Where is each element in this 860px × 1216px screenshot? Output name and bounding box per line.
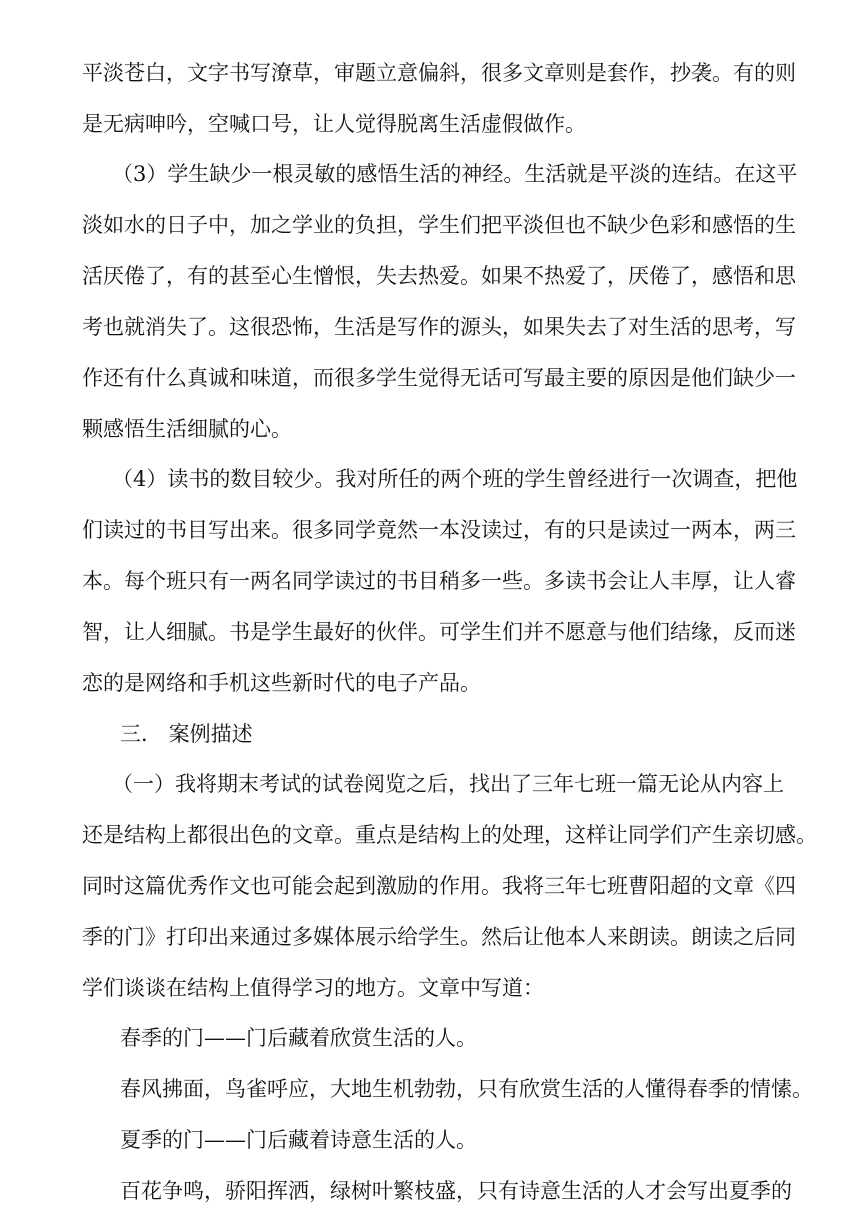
section-heading: 三． 案例描述 [120, 722, 253, 746]
text-line: 活厌倦了，有的甚至心生憎恨，失去热爱。如果不热爱了，厌倦了，感悟和思 [82, 264, 796, 288]
text-line: 春季的门——门后藏着欣赏生活的人。 [120, 1026, 477, 1050]
text-line: （一）我将期末考试的试卷阅览之后，找出了三年七班一篇无论从内容上 [112, 772, 784, 796]
text-line: 同时这篇优秀作文也可能会起到激励的作用。我将三年七班曹阳超的文章《四 [82, 874, 796, 898]
text-line: 智，让人细腻。书是学生最好的伙伴。可学生们并不愿意与他们结缘，反而迷 [82, 620, 796, 644]
text-line: （3）学生缺少一根灵敏的感悟生活的神经。生活就是平淡的连结。在这平 [112, 162, 798, 186]
text-line: 作还有什么真诚和味道，而很多学生觉得无话可写最主要的原因是他们缺少一 [82, 366, 796, 390]
text-line: 是无病呻吟，空喊口号，让人觉得脱离生活虚假做作。 [82, 112, 586, 136]
text-line: 夏季的门——门后藏着诗意生活的人。 [120, 1128, 477, 1152]
text-line: 本。每个班只有一两名同学读过的书目稍多一些。多读书会让人丰厚，让人睿 [82, 569, 796, 593]
text-line: 学们谈谈在结构上值得学习的地方。文章中写道： [82, 976, 544, 1000]
text-line: 春风拂面，鸟雀呼应，大地生机勃勃，只有欣赏生活的人懂得春季的情愫。 [120, 1077, 813, 1101]
text-line: 平淡苍白，文字书写潦草，审题立意偏斜，很多文章则是套作，抄袭。有的则 [82, 61, 796, 85]
text-line: （4）读书的数目较少。我对所任的两个班的学生曾经进行一次调查，把他 [112, 467, 798, 491]
text-line: 季的门》打印出来通过多媒体展示给学生。然后让他本人来朗读。朗读之后同 [82, 925, 796, 949]
text-line: 百花争鸣，骄阳挥洒，绿树叶繁枝盛，只有诗意生活的人才会写出夏季的 [120, 1179, 792, 1203]
text-line: 们读过的书目写出来。很多同学竟然一本没读过，有的只是读过一两本，两三 [82, 518, 796, 542]
text-line: 恋的是网络和手机这些新时代的电子产品。 [82, 671, 481, 695]
text-line: 淡如水的日子中，加之学业的负担，学生们把平淡但也不缺少色彩和感悟的生 [82, 213, 796, 237]
text-line: 颗感悟生活细腻的心。 [82, 417, 292, 441]
text-line: 还是结构上都很出色的文章。重点是结构上的处理，这样让同学们产生亲切感。 [82, 823, 817, 847]
text-line: 考也就消失了。这很恐怖，生活是写作的源头，如果失去了对生活的思考，写 [82, 315, 796, 339]
